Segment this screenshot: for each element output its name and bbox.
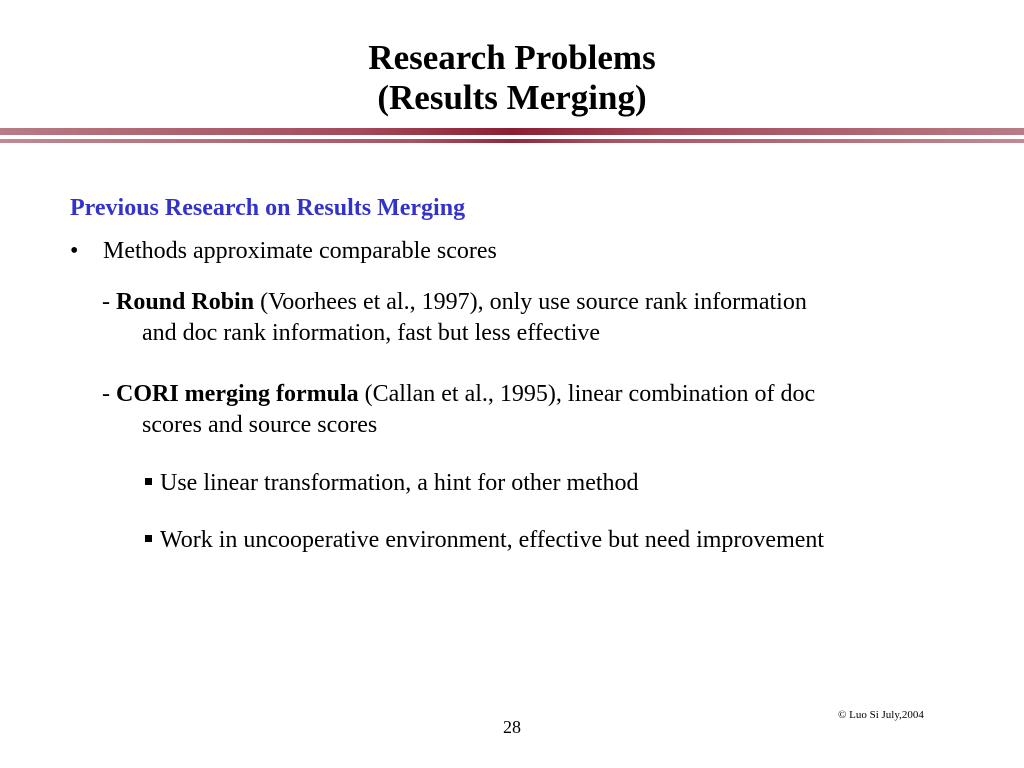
dash-marker: - — [102, 289, 116, 315]
method-description: (Callan et al., 1995), linear combination of doc — [358, 381, 816, 407]
title-divider — [0, 128, 1024, 148]
dash-item-round-robin — [102, 287, 982, 349]
square-bullet-icon — [145, 535, 152, 542]
section-subheading: Previous Research on Results Merging — [70, 195, 466, 221]
bullet-marker: • — [70, 238, 79, 264]
square-bullet-icon — [145, 478, 152, 485]
method-description: (Voorhees et al., 1997), only use source rank information — [254, 289, 807, 315]
title-line-2: (Results Merging) — [377, 78, 647, 117]
slide-title — [0, 38, 1024, 118]
dash-item-continuation: and doc rank information, fast but less effective — [142, 320, 601, 346]
dash-item-cori — [102, 379, 982, 441]
dash-item-first-line — [102, 379, 982, 410]
sub-bullet-item — [145, 468, 639, 498]
divider-thick-line — [0, 128, 1024, 135]
copyright-notice: © Luo Si July,2004 — [838, 709, 924, 721]
dash-marker: - — [102, 381, 116, 407]
dash-item-continuation: scores and source scores — [142, 412, 378, 438]
sub-bullet-item — [145, 525, 824, 555]
method-name: Round Robin — [116, 289, 255, 315]
dash-item-first-line — [102, 287, 982, 318]
divider-thin-line — [0, 139, 1024, 143]
bullet-text: Methods approximate comparable scores — [103, 238, 497, 264]
title-line-1: Research Problems — [368, 38, 656, 77]
method-name: CORI merging formula — [116, 381, 359, 407]
sub-bullet-text: Use linear transformation, a hint for other method — [160, 470, 639, 496]
sub-bullet-text: Work in uncooperative environment, effective but need improvement — [160, 527, 825, 553]
page-number: 28 — [503, 717, 521, 737]
